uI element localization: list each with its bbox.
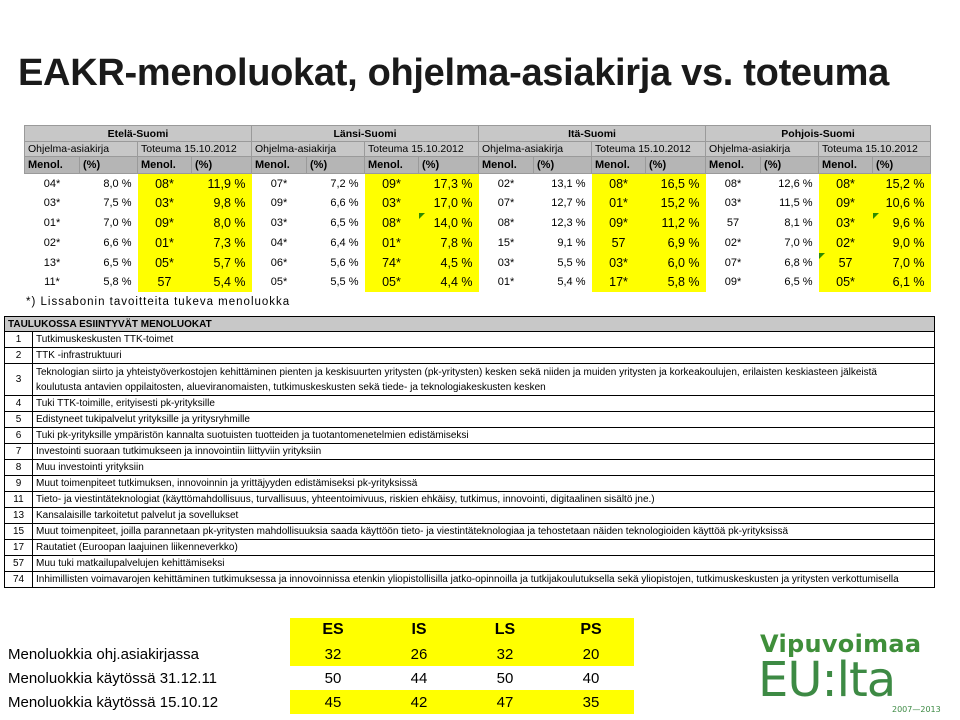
category-code-cell: 09* xyxy=(252,193,307,213)
category-code-cell: 01* xyxy=(479,272,534,292)
category-table xyxy=(4,316,935,588)
percentage-cell: 13,1 % xyxy=(534,174,592,194)
region-header-row xyxy=(25,126,931,142)
category-code-cell: 03* xyxy=(479,253,534,273)
summary-row xyxy=(4,690,634,714)
category-description-line: Rautatiet (Euroopan laajuinen liikenneverkko) xyxy=(36,542,238,553)
column-header-menol: Menol. xyxy=(25,157,80,174)
category-code-cell: 08* xyxy=(138,174,192,194)
summary-value: 32 xyxy=(290,642,376,666)
category-code-cell: 03* xyxy=(365,193,419,213)
column-header-pct: (%) xyxy=(419,157,479,174)
category-number: 74 xyxy=(5,572,33,588)
category-description xyxy=(33,540,935,556)
percentage-cell: 5,4 % xyxy=(534,272,592,292)
category-code-cell: 74* xyxy=(365,253,419,273)
summary-header-es: ES xyxy=(290,618,376,642)
column-header-pct: (%) xyxy=(646,157,706,174)
category-code-cell: 09* xyxy=(138,213,192,233)
category-number: 7 xyxy=(5,444,33,460)
percentage-cell: 9,1 % xyxy=(534,233,592,253)
subheader-actual: Toteuma 15.10.2012 xyxy=(365,142,479,157)
category-description-line: koulutusta antavien oppilaitosten, alueviranomaisten, tutkimuskeskusten sekä tiede- ja teknologiakeskusten kesken xyxy=(36,381,546,393)
category-code-cell: 57 xyxy=(138,272,192,292)
category-description-line: Tieto- ja viestintäteknologiat (käyttömahdollisuus, turvallisuus, yhteentoimivuus, riskien ehkäisy, tutkimus, innovointi, digitaalinen sisältö jne.) xyxy=(36,494,655,505)
category-code-cell: 05* xyxy=(819,272,873,292)
region-data-row xyxy=(25,193,931,213)
percentage-cell: 5,5 % xyxy=(534,253,592,273)
category-code-cell: 09* xyxy=(819,193,873,213)
percentage-cell: 6,5 % xyxy=(307,213,365,233)
column-header-pct: (%) xyxy=(761,157,819,174)
category-number: 11 xyxy=(5,492,33,508)
category-code-cell: 01* xyxy=(138,233,192,253)
category-row xyxy=(5,508,935,524)
category-description-line: Kansalaisille tarkoitetut palvelut ja sovellukset xyxy=(36,510,239,521)
category-description xyxy=(33,364,935,396)
percentage-cell: 7,0 % xyxy=(873,253,931,273)
column-header-menol: Menol. xyxy=(479,157,534,174)
subheader-actual: Toteuma 15.10.2012 xyxy=(138,142,252,157)
summary-value: 32 xyxy=(462,642,548,666)
region-header-ita: Itä-Suomi xyxy=(479,126,706,142)
category-description-line: Muu investointi yrityksiin xyxy=(36,462,144,473)
logo-text: Vipuvoimaa xyxy=(760,630,922,658)
percentage-cell: 11,2 % xyxy=(646,213,706,233)
summary-value: 42 xyxy=(376,690,462,714)
page-title: EAKR-menoluokat, ohjelma-asiakirja vs. toteuma xyxy=(18,52,889,94)
category-row xyxy=(5,396,935,412)
percentage-cell: 7,0 % xyxy=(761,233,819,253)
category-description xyxy=(33,524,935,540)
region-data-row xyxy=(25,233,931,253)
category-row xyxy=(5,444,935,460)
percentage-cell: 7,2 % xyxy=(307,174,365,194)
category-row xyxy=(5,332,935,348)
percentage-cell: 12,6 % xyxy=(761,174,819,194)
category-code-cell: 07* xyxy=(706,253,761,273)
percentage-cell: 17,0 % xyxy=(419,193,479,213)
subheader-actual: Toteuma 15.10.2012 xyxy=(592,142,706,157)
percentage-cell: 5,4 % xyxy=(192,272,252,292)
percentage-cell: 12,3 % xyxy=(534,213,592,233)
category-description xyxy=(33,508,935,524)
percentage-cell: 4,5 % xyxy=(419,253,479,273)
percentage-cell: 6,4 % xyxy=(307,233,365,253)
percentage-cell: 9,8 % xyxy=(192,193,252,213)
category-row xyxy=(5,572,935,588)
category-code-cell: 05* xyxy=(365,272,419,292)
category-number: 2 xyxy=(5,348,33,364)
percentage-cell: 5,6 % xyxy=(307,253,365,273)
summary-header-row xyxy=(4,618,634,642)
category-description-line: Teknologian siirto ja yhteistyöverkostojen kehittäminen pienten ja keskisuurten yritysten (pk-yritysten) kesken sekä niiden ja muiden yritysten ja korkeakoulujen, erilaisten keskiasteen jälkeistä xyxy=(36,366,877,378)
percentage-cell: 16,5 % xyxy=(646,174,706,194)
category-row xyxy=(5,476,935,492)
category-number: 57 xyxy=(5,556,33,572)
category-number: 15 xyxy=(5,524,33,540)
summary-table xyxy=(4,618,634,714)
logo-text: 2007—2013 xyxy=(892,705,941,714)
summary-value: 50 xyxy=(462,666,548,690)
category-code-cell: 57 xyxy=(706,213,761,233)
logo-text: EU:lta xyxy=(758,652,896,708)
category-code-cell: 17* xyxy=(592,272,646,292)
subheader-plan: Ohjelma-asiakirja xyxy=(706,142,819,157)
column-header-menol: Menol. xyxy=(592,157,646,174)
category-code-cell: 57 xyxy=(592,233,646,253)
summary-value: 40 xyxy=(548,666,634,690)
category-description xyxy=(33,572,935,588)
category-number: 1 xyxy=(5,332,33,348)
category-row xyxy=(5,492,935,508)
category-description xyxy=(33,428,935,444)
percentage-cell: 5,8 % xyxy=(646,272,706,292)
subheader-plan: Ohjelma-asiakirja xyxy=(25,142,138,157)
category-code-cell: 09* xyxy=(365,174,419,194)
category-code-cell: 02* xyxy=(819,233,873,253)
category-description-line: Tutkimuskeskusten TTK-toimet xyxy=(36,334,174,345)
category-description xyxy=(33,332,935,348)
category-code-cell: 03* xyxy=(592,253,646,273)
summary-row xyxy=(4,666,634,690)
category-code-cell: 04* xyxy=(252,233,307,253)
category-code-cell: 05* xyxy=(138,253,192,273)
column-header-pct: (%) xyxy=(307,157,365,174)
region-data-row xyxy=(25,253,931,273)
category-code-cell: 03* xyxy=(819,213,873,233)
category-code-cell: 08* xyxy=(819,174,873,194)
category-description xyxy=(33,412,935,428)
percentage-cell: 6,6 % xyxy=(307,193,365,213)
summary-value: 26 xyxy=(376,642,462,666)
percentage-cell: 15,2 % xyxy=(646,193,706,213)
category-code-cell: 07* xyxy=(479,193,534,213)
category-code-cell: 09* xyxy=(706,272,761,292)
summary-value: 45 xyxy=(290,690,376,714)
category-number: 17 xyxy=(5,540,33,556)
summary-header-ps: PS xyxy=(548,618,634,642)
category-row xyxy=(5,364,935,396)
percentage-cell: 5,8 % xyxy=(80,272,138,292)
percentage-cell: 9,0 % xyxy=(873,233,931,253)
column-header-pct: (%) xyxy=(873,157,931,174)
category-number: 8 xyxy=(5,460,33,476)
category-description xyxy=(33,460,935,476)
vipuvoimaa-logo xyxy=(752,624,952,714)
percentage-cell: 12,7 % xyxy=(534,193,592,213)
category-description-line: Muut toimenpiteet tutkimuksen, innovoinnin ja yrittäjyyden edistämiseksi pk-yrityksissä xyxy=(36,478,418,489)
footnote: *) Lissabonin tavoitteita tukeva menoluokka xyxy=(26,296,291,308)
category-code-cell: 08* xyxy=(706,174,761,194)
category-description-line: Investointi suoraan tutkimukseen ja innovointiin liittyviin yrityksiin xyxy=(36,446,322,457)
category-code-cell: 57 xyxy=(819,253,873,273)
category-number: 13 xyxy=(5,508,33,524)
percentage-cell: 8,0 % xyxy=(192,213,252,233)
column-header-pct: (%) xyxy=(192,157,252,174)
region-header-pohjois: Pohjois-Suomi xyxy=(706,126,931,142)
region-data-row xyxy=(25,213,931,233)
subheader-plan: Ohjelma-asiakirja xyxy=(479,142,592,157)
category-number: 5 xyxy=(5,412,33,428)
summary-value: 20 xyxy=(548,642,634,666)
category-code-cell: 03* xyxy=(25,193,80,213)
category-description-line: Tuki TTK-toimille, erityisesti pk-yrityksille xyxy=(36,398,215,409)
category-code-cell: 01* xyxy=(25,213,80,233)
category-code-cell: 03* xyxy=(252,213,307,233)
category-row xyxy=(5,460,935,476)
category-table-header xyxy=(5,317,935,332)
category-code-cell: 07* xyxy=(252,174,307,194)
percentage-cell: 6,1 % xyxy=(873,272,931,292)
region-comparison-table xyxy=(24,125,931,292)
percentage-cell: 5,7 % xyxy=(192,253,252,273)
summary-corner xyxy=(4,618,290,642)
category-description xyxy=(33,556,935,572)
percentage-cell: 6,8 % xyxy=(761,253,819,273)
category-code-cell: 06* xyxy=(252,253,307,273)
category-code-cell: 01* xyxy=(365,233,419,253)
category-row xyxy=(5,412,935,428)
subheader-actual: Toteuma 15.10.2012 xyxy=(819,142,931,157)
percentage-cell: 14,0 % xyxy=(419,213,479,233)
column-header-menol: Menol. xyxy=(365,157,419,174)
category-row xyxy=(5,428,935,444)
column-header-menol: Menol. xyxy=(138,157,192,174)
summary-header-is: IS xyxy=(376,618,462,642)
summary-value: 35 xyxy=(548,690,634,714)
category-description-line: Edistyneet tukipalvelut yrityksille ja yritysryhmille xyxy=(36,414,250,425)
category-code-cell: 08* xyxy=(479,213,534,233)
region-header-lansi: Länsi-Suomi xyxy=(252,126,479,142)
category-number: 3 xyxy=(5,364,33,396)
percentage-cell: 7,3 % xyxy=(192,233,252,253)
category-list xyxy=(5,332,935,588)
percentage-cell: 6,6 % xyxy=(80,233,138,253)
category-description-line: Muu tuki matkailupalvelujen kehittämiseksi xyxy=(36,558,225,569)
percentage-cell: 11,5 % xyxy=(761,193,819,213)
category-table-title: TAULUKOSSA ESIINTYVÄT MENOLUOKAT xyxy=(5,317,935,332)
category-description-line: Muut toimenpiteet, joilla parannetaan pk-yritysten mahdollisuuksia saada käyttöön tieto- ja viestintäteknologiaa ja tehostetaan näiden teknologioiden käyttöä pk-yrityksissä xyxy=(36,526,789,537)
region-header-etela: Etelä-Suomi xyxy=(25,126,252,142)
summary-row-label: Menoluokkia käytössä 31.12.11 xyxy=(8,669,218,687)
category-code-cell: 04* xyxy=(25,174,80,194)
subheader-plan: Ohjelma-asiakirja xyxy=(252,142,365,157)
summary-row-label: Menoluokkia ohj.asiakirjassa xyxy=(8,645,199,663)
category-code-cell: 11* xyxy=(25,272,80,292)
category-description-line: TTK -infrastruktuuri xyxy=(36,350,122,361)
category-row xyxy=(5,540,935,556)
column-header-row xyxy=(25,157,931,174)
category-code-cell: 09* xyxy=(592,213,646,233)
percentage-cell: 10,6 % xyxy=(873,193,931,213)
column-header-menol: Menol. xyxy=(706,157,761,174)
column-header-menol: Menol. xyxy=(819,157,873,174)
summary-row-label: Menoluokkia käytössä 15.10.12 xyxy=(8,693,219,711)
percentage-cell: 8,0 % xyxy=(80,174,138,194)
percentage-cell: 15,2 % xyxy=(873,174,931,194)
category-description-line: Inhimillisten voimavarojen kehittäminen tutkimuksessa ja innovoinnissa etenkin yliopistollisilla jatko-opinnoilla ja tutkijakoulutuksella sekä yliopistojen, tutkimuskeskusten ja yritysten verkottumisella xyxy=(36,574,899,585)
category-code-cell: 02* xyxy=(706,233,761,253)
category-number: 9 xyxy=(5,476,33,492)
percentage-cell: 8,1 % xyxy=(761,213,819,233)
summary-header-ls: LS xyxy=(462,618,548,642)
category-code-cell: 13* xyxy=(25,253,80,273)
summary-value: 44 xyxy=(376,666,462,690)
percentage-cell: 9,6 % xyxy=(873,213,931,233)
percentage-cell: 7,5 % xyxy=(80,193,138,213)
category-code-cell: 08* xyxy=(592,174,646,194)
percentage-cell: 6,0 % xyxy=(646,253,706,273)
category-description xyxy=(33,492,935,508)
summary-value: 50 xyxy=(290,666,376,690)
category-number: 4 xyxy=(5,396,33,412)
summary-value: 47 xyxy=(462,690,548,714)
region-data-row xyxy=(25,272,931,292)
percentage-cell: 4,4 % xyxy=(419,272,479,292)
category-code-cell: 15* xyxy=(479,233,534,253)
category-row xyxy=(5,524,935,540)
category-description xyxy=(33,396,935,412)
category-number: 6 xyxy=(5,428,33,444)
percentage-cell: 6,5 % xyxy=(80,253,138,273)
column-header-pct: (%) xyxy=(80,157,138,174)
column-header-pct: (%) xyxy=(534,157,592,174)
category-code-cell: 02* xyxy=(25,233,80,253)
region-data-body xyxy=(25,174,931,293)
summary-row xyxy=(4,642,634,666)
category-row xyxy=(5,348,935,364)
percentage-cell: 7,8 % xyxy=(419,233,479,253)
region-data-row xyxy=(25,174,931,194)
column-header-menol: Menol. xyxy=(252,157,307,174)
category-code-cell: 01* xyxy=(592,193,646,213)
percentage-cell: 6,9 % xyxy=(646,233,706,253)
category-code-cell: 05* xyxy=(252,272,307,292)
percentage-cell: 11,9 % xyxy=(192,174,252,194)
category-code-cell: 08* xyxy=(365,213,419,233)
category-code-cell: 03* xyxy=(138,193,192,213)
category-description xyxy=(33,444,935,460)
category-description xyxy=(33,476,935,492)
sub-header-row xyxy=(25,142,931,157)
category-code-cell: 03* xyxy=(706,193,761,213)
category-description-line: Tuki pk-yrityksille ympäristön kannalta suotuisten tuotteiden ja tuotantomenetelmien edistämiseksi xyxy=(36,430,469,441)
percentage-cell: 6,5 % xyxy=(761,272,819,292)
percentage-cell: 17,3 % xyxy=(419,174,479,194)
category-code-cell: 02* xyxy=(479,174,534,194)
category-row xyxy=(5,556,935,572)
percentage-cell: 5,5 % xyxy=(307,272,365,292)
category-description xyxy=(33,348,935,364)
percentage-cell: 7,0 % xyxy=(80,213,138,233)
